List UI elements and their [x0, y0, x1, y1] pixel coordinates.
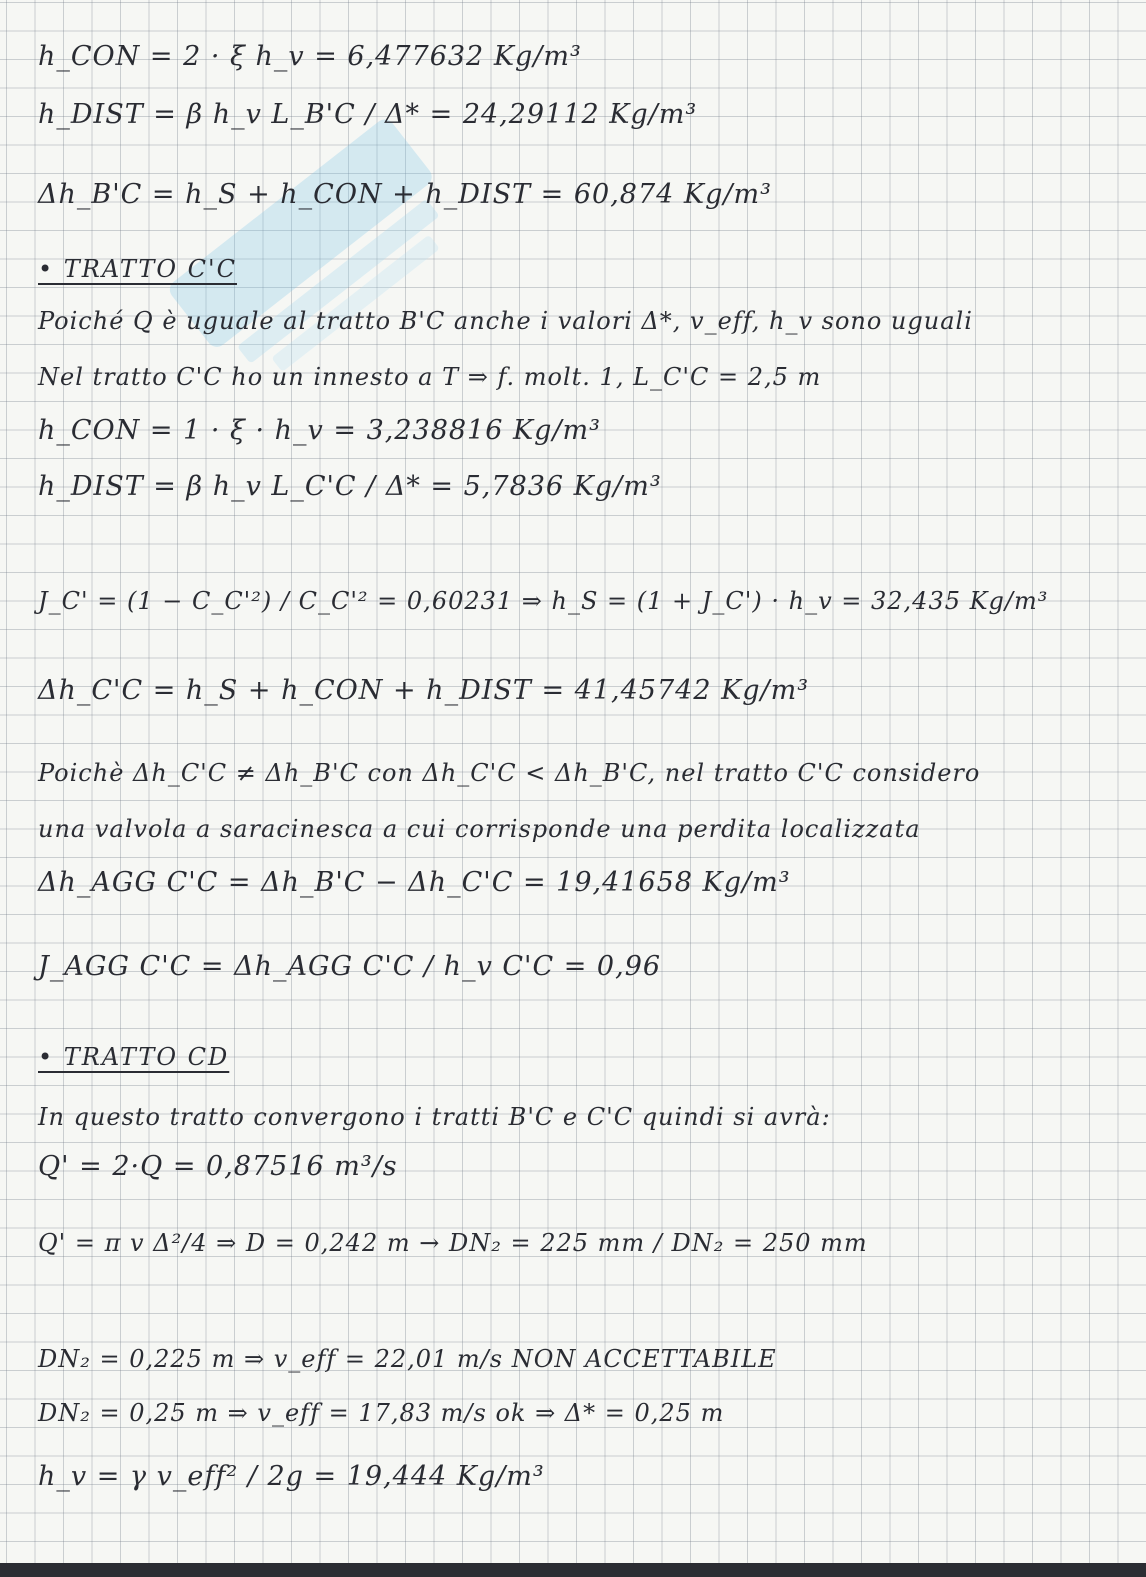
section-heading-tratto-cd: • TRATTO CD — [38, 1043, 230, 1071]
page-bottom-edge — [0, 1563, 1146, 1577]
text-line: Poichè Δh_C'C ≠ Δh_B'C con Δh_C'C < Δh_B'C, nel tratto C'C considero — [38, 759, 981, 787]
line-h-v: h_v = γ v_eff² / 2g = 19,444 Kg/m³ — [38, 1461, 545, 1492]
line-h-dist-cc: h_DIST = β h_v L_C'C / Δ* = 5,7836 Kg/m³ — [38, 471, 662, 502]
line-dn-225: DN₂ = 0,225 m ⇒ v_eff = 22,01 m/s NON ACCETTABILE — [38, 1345, 777, 1373]
text-line: Nel tratto C'C ho un innesto a T ⇒ f. molt. 1, L_C'C = 2,5 m — [38, 363, 822, 391]
section-heading-tratto-cc: • TRATTO C'C — [38, 255, 237, 283]
line-delta-h-agg: Δh_AGG C'C = Δh_B'C − Δh_C'C = 19,41658 Kg/m³ — [38, 867, 791, 898]
line-q-prime: Q' = 2·Q = 0,87516 m³/s — [38, 1151, 398, 1182]
text-line: In questo tratto convergono i tratti B'C e C'C quindi si avrà: — [38, 1103, 831, 1131]
line-h-dist: h_DIST = β h_v L_B'C / Δ* = 24,29112 Kg/m³ — [38, 99, 698, 130]
line-j-agg: J_AGG C'C = Δh_AGG C'C / h_v C'C = 0,96 — [38, 951, 662, 982]
line-h-con-cc: h_CON = 1 · ξ · h_v = 3,238816 Kg/m³ — [38, 415, 601, 446]
text-line: Poiché Q è uguale al tratto B'C anche i valori Δ*, v_eff, h_v sono uguali — [38, 307, 973, 335]
line-delta-h-bc: Δh_B'C = h_S + h_CON + h_DIST = 60,874 Kg/m³ — [38, 179, 772, 210]
line-dn-250: DN₂ = 0,25 m ⇒ v_eff = 17,83 m/s ok ⇒ Δ* = 0,25 m — [38, 1399, 725, 1427]
text-line: una valvola a saracinesca a cui corrisponde una perdita localizzata — [38, 815, 921, 843]
line-j-c: J_C' = (1 − C_C'²) / C_C'² = 0,60231 ⇒ h_S = (1 + J_C') · h_v = 32,435 Kg/m³ — [38, 587, 1049, 615]
line-delta-h-cc: Δh_C'C = h_S + h_CON + h_DIST = 41,45742 Kg/m³ — [38, 675, 810, 706]
line-h-con: h_CON = 2 · ξ h_v = 6,477632 Kg/m³ — [38, 41, 582, 72]
line-diameter: Q' = π v Δ²/4 ⇒ D = 0,242 m → DN₂ = 225 mm / DN₂ = 250 mm — [38, 1229, 868, 1257]
